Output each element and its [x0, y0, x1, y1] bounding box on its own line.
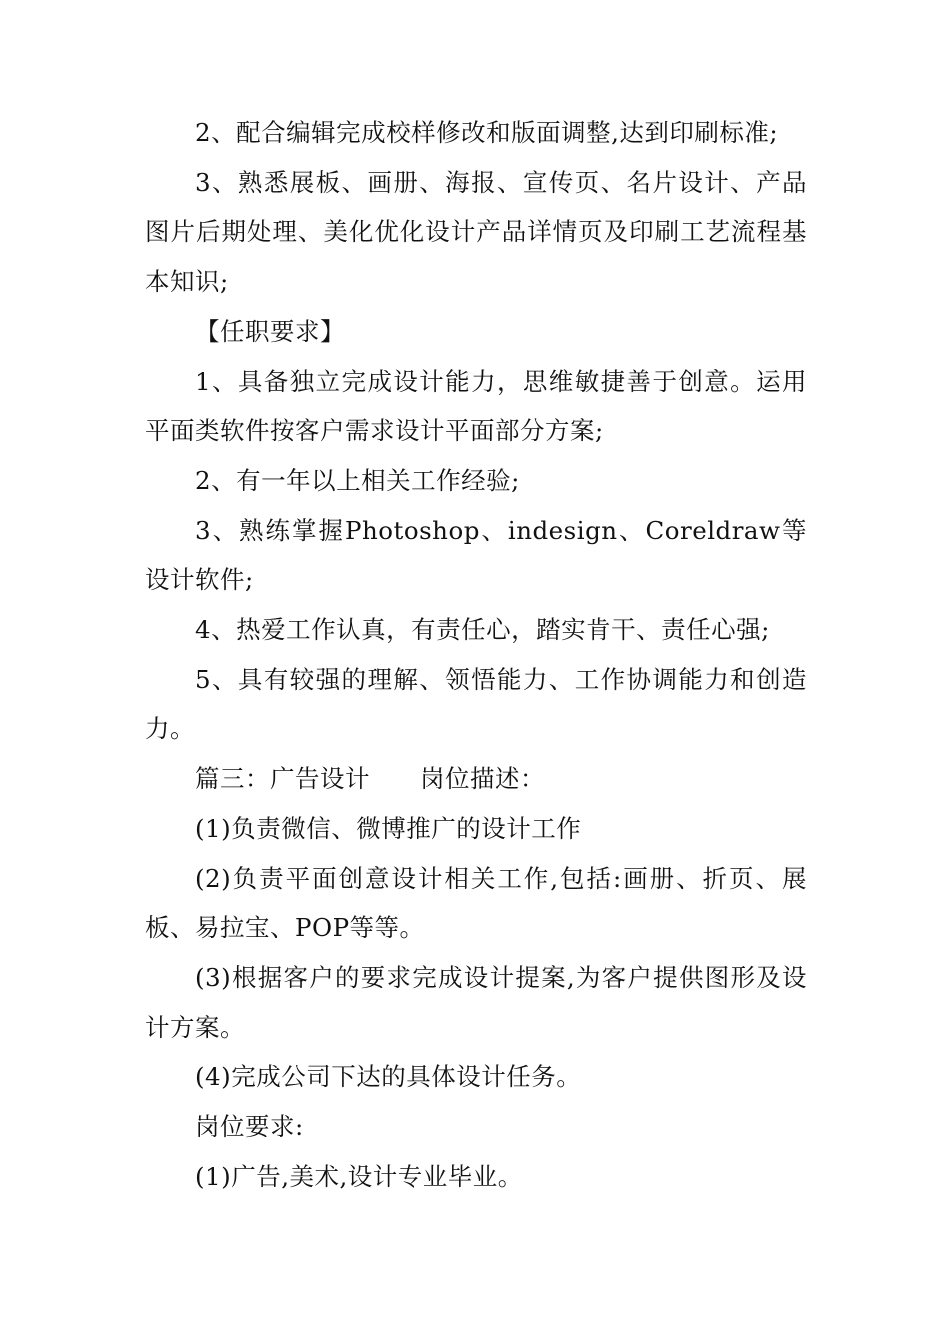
paragraph-description-3: (3)根据客户的要求完成设计提案,为客户提供图形及设计方案。 [145, 962, 807, 1042]
section-heading-requirements: 【任职要求】 [195, 316, 345, 346]
paragraph-requirement-4: 4、热爱工作认真，有责任心，踏实肯干、责任心强; [195, 615, 770, 645]
paragraph-job-requirement-1: (1)广告,美术,设计专业毕业。 [195, 1161, 523, 1191]
paragraph-requirement-2: 2、有一年以上相关工作经验; [195, 465, 520, 495]
section-heading-part-three: 篇三：广告设计 岗位描述： [195, 764, 545, 794]
section-heading-job-requirements: 岗位要求: [195, 1112, 304, 1142]
paragraph-description-2: (2)负责平面创意设计相关工作,包括:画册、折页、展板、易拉宝、POP等等。 [145, 863, 807, 943]
document-body [145, 108, 807, 1201]
paragraph-duty-3: 3、熟悉展板、画册、海报、宣传页、名片设计、产品图片后期处理、美化优化设计产品详情页及印刷工艺流程基本知识; [145, 167, 807, 297]
paragraph-requirement-1: 1、具备独立完成设计能力，思维敏捷善于创意。运用平面类软件按客户需求设计平面部分方案; [145, 366, 807, 446]
paragraph-requirement-5: 5、具有较强的理解、领悟能力、工作协调能力和创造力。 [145, 664, 807, 744]
paragraph-requirement-3: 3、熟练掌握Photoshop、indesign、Coreldraw等设计软件; [145, 515, 807, 595]
paragraph-description-4: (4)完成公司下达的具体设计任务。 [195, 1062, 582, 1092]
paragraph-duty-2: 2、配合编辑完成校样修改和版面调整,达到印刷标准; [195, 118, 779, 147]
paragraph-description-1: (1)负责微信、微博推广的设计工作 [195, 813, 582, 843]
